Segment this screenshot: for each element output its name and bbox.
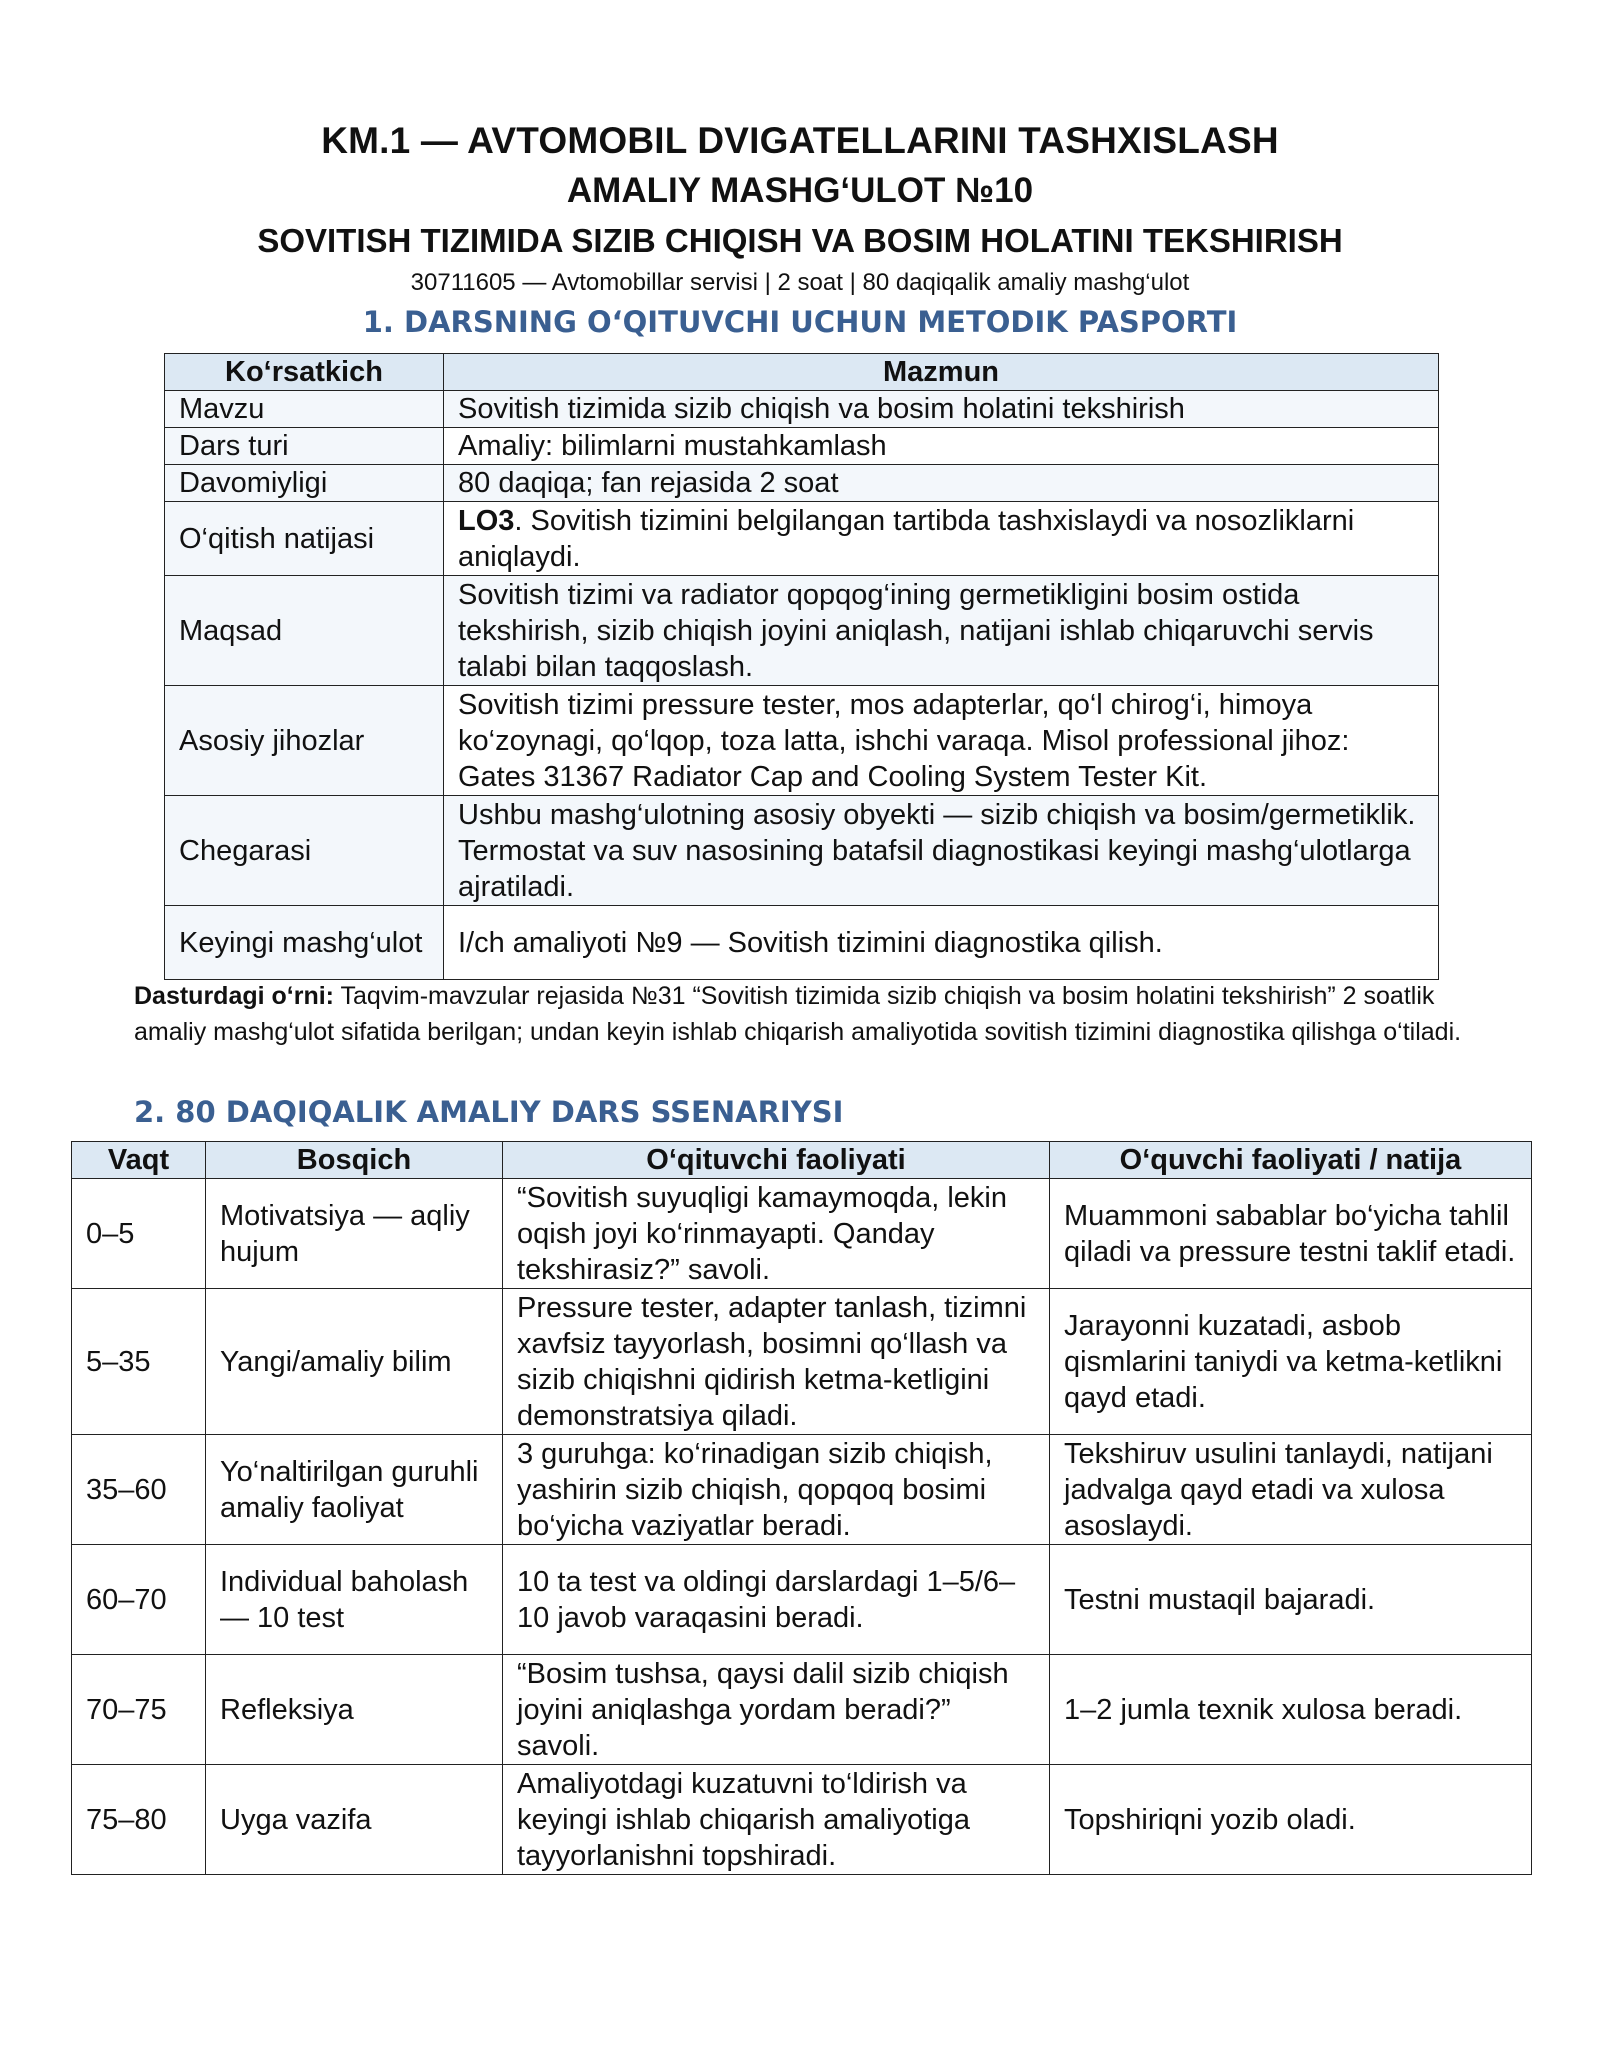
row-value bbox=[444, 502, 1439, 576]
table-row bbox=[72, 1435, 1532, 1545]
column-header: O‘qituvchi faoliyati bbox=[503, 1142, 1050, 1179]
document-title: KM.1 — AVTOMOBIL DVIGATELLARINI TASHXISLASH bbox=[321, 120, 1279, 161]
student-activity-cell: 1–2 jumla texnik xulosa beradi. bbox=[1050, 1655, 1532, 1765]
stage-cell: Motivatsiya — aqliy hujum bbox=[206, 1179, 503, 1289]
row-key: Maqsad bbox=[165, 576, 444, 686]
table-row bbox=[72, 1765, 1532, 1875]
row-key: Asosiy jihozlar bbox=[165, 686, 444, 796]
note-text: Taqvim-mavzular rejasida №31 “Sovitish tizimida sizib chiqish va bosim holatini tekshirish” 2 soatlik amaliy mashg‘ulot sifatida berilgan; undan keyin ishlab chiqarish amaliyotida sovitish tizimini diagnostika qilishga o‘tiladi. bbox=[134, 982, 1462, 1046]
row-key: O‘qitish natijasi bbox=[165, 502, 444, 576]
table-row bbox=[165, 502, 1439, 576]
teacher-activity-cell: 3 guruhga: ko‘rinadigan sizib chiqish, yashirin sizib chiqish, qopqoq bosimi bo‘yicha vaziyatlar beradi. bbox=[503, 1435, 1050, 1545]
row-value: 80 daqiqa; fan rejasida 2 soat bbox=[444, 465, 1439, 502]
document-subtitle: 30711605 — Avtomobillar servisi | 2 soat | 80 daqiqalik amaliy mashg‘ulot bbox=[410, 269, 1190, 296]
table-row bbox=[165, 796, 1439, 906]
teacher-activity-cell: “Sovitish suyuqligi kamaymoqda, lekin oqish joyi ko‘rinmayapti. Qanday tekshirasiz?” savoli. bbox=[503, 1179, 1050, 1289]
time-cell: 60–70 bbox=[72, 1545, 206, 1655]
scenario-table bbox=[71, 1141, 1532, 1875]
table-row bbox=[165, 465, 1439, 502]
student-activity-cell: Muammoni sabablar bo‘yicha tahlil qiladi va pressure testni taklif etadi. bbox=[1050, 1179, 1532, 1289]
row-value: Sovitish tizimi va radiator qopqog‘ining germetikligini bosim ostida tekshirish, sizib chiqish joyini aniqlash, natijani ishlab chiqaruvchi servis talabi bilan taqqoslash. bbox=[444, 576, 1439, 686]
program-placement-note bbox=[134, 978, 1474, 1050]
student-activity-cell: Tekshiruv usulini tanlaydi, natijani jadvalga qayd etadi va xulosa asoslaydi. bbox=[1050, 1435, 1532, 1545]
learning-outcome-text: . Sovitish tizimini belgilangan tartibda tashxislaydi va nosozliklarni aniqlaydi. bbox=[458, 504, 1355, 573]
row-value: Sovitish tizimi pressure tester, mos adapterlar, qo‘l chirog‘i, himoya ko‘zoynagi, qo‘lqop, toza latta, ishchi varaqa. Misol professional jihoz: Gates 31367 Radiator Cap and Cooling System Tester Kit. bbox=[444, 686, 1439, 796]
teacher-activity-cell: Amaliyotdagi kuzatuvni to‘ldirish va keyingi ishlab chiqarish amaliyotiga tayyorlanishni topshiradi. bbox=[503, 1765, 1050, 1875]
table-header-row bbox=[165, 354, 1439, 391]
time-cell: 0–5 bbox=[72, 1179, 206, 1289]
table-row bbox=[165, 576, 1439, 686]
column-header: Vaqt bbox=[72, 1142, 206, 1179]
column-header: O‘quvchi faoliyati / natija bbox=[1050, 1142, 1532, 1179]
teacher-activity-cell: Pressure tester, adapter tanlash, tizimni xavfsiz tayyorlash, bosimni qo‘llash va sizib chiqishni qidirish ketma-ketligini demonstratsiya qiladi. bbox=[503, 1289, 1050, 1435]
passport-table bbox=[164, 353, 1439, 980]
lesson-number: AMALIY MASHG‘ULOT №10 bbox=[566, 171, 1034, 210]
student-activity-cell: Testni mustaqil bajaradi. bbox=[1050, 1545, 1532, 1655]
stage-cell: Refleksiya bbox=[206, 1655, 503, 1765]
note-label: Dasturdagi o‘rni: bbox=[134, 982, 335, 1010]
student-activity-cell: Jarayonni kuzatadi, asbob qismlarini taniydi va ketma-ketlikni qayd etadi. bbox=[1050, 1289, 1532, 1435]
row-value: Sovitish tizimida sizib chiqish va bosim holatini tekshirish bbox=[444, 391, 1439, 428]
table-row bbox=[165, 686, 1439, 796]
stage-cell: Uyga vazifa bbox=[206, 1765, 503, 1875]
teacher-activity-cell: “Bosim tushsa, qaysi dalil sizib chiqish joyini aniqlashga yordam beradi?” savoli. bbox=[503, 1655, 1050, 1765]
row-value: Ushbu mashg‘ulotning asosiy obyekti — sizib chiqish va bosim/germetiklik. Termostat va suv nasosining batafsil diagnostikasi keyingi mashg‘ulotlarga ajratiladi. bbox=[444, 796, 1439, 906]
learning-outcome-code: LO3 bbox=[458, 504, 515, 537]
teacher-activity-cell: 10 ta test va oldingi darslardagi 1–5/6–10 javob varaqasini beradi. bbox=[503, 1545, 1050, 1655]
row-key: Keyingi mashg‘ulot bbox=[165, 906, 444, 980]
table-row bbox=[165, 428, 1439, 465]
row-key: Dars turi bbox=[165, 428, 444, 465]
student-activity-cell: Topshiriqni yozib oladi. bbox=[1050, 1765, 1532, 1875]
row-value: Amaliy: bilimlarni mustahkamlash bbox=[444, 428, 1439, 465]
row-key: Chegarasi bbox=[165, 796, 444, 906]
time-cell: 5–35 bbox=[72, 1289, 206, 1435]
row-key: Davomiyligi bbox=[165, 465, 444, 502]
table-row bbox=[165, 391, 1439, 428]
time-cell: 35–60 bbox=[72, 1435, 206, 1545]
stage-cell: Individual baholash — 10 test bbox=[206, 1545, 503, 1655]
table-row bbox=[72, 1655, 1532, 1765]
table-row bbox=[165, 906, 1439, 980]
section1-heading: 1. DARSNING O‘QITUVCHI UCHUN METODIK PASPORTI bbox=[362, 305, 1238, 339]
time-cell: 70–75 bbox=[72, 1655, 206, 1765]
section2-heading: 2. 80 DAQIQALIK AMALIY DARS SSENARIYSI bbox=[134, 1095, 844, 1129]
lesson-topic: SOVITISH TIZIMIDA SIZIB CHIQISH VA BOSIM HOLATINI TEKSHIRISH bbox=[257, 222, 1343, 259]
stage-cell: Yo‘naltirilgan guruhli amaliy faoliyat bbox=[206, 1435, 503, 1545]
title-block bbox=[0, 118, 1600, 300]
time-cell: 75–80 bbox=[72, 1765, 206, 1875]
table-header-row bbox=[72, 1142, 1532, 1179]
column-header: Bosqich bbox=[206, 1142, 503, 1179]
table-row bbox=[72, 1179, 1532, 1289]
row-value: I/ch amaliyoti №9 — Sovitish tizimini diagnostika qilish. bbox=[444, 906, 1439, 980]
table-row bbox=[72, 1545, 1532, 1655]
column-header: Ko‘rsatkich bbox=[165, 354, 444, 391]
table-row bbox=[72, 1289, 1532, 1435]
stage-cell: Yangi/amaliy bilim bbox=[206, 1289, 503, 1435]
column-header: Mazmun bbox=[444, 354, 1439, 391]
row-key: Mavzu bbox=[165, 391, 444, 428]
